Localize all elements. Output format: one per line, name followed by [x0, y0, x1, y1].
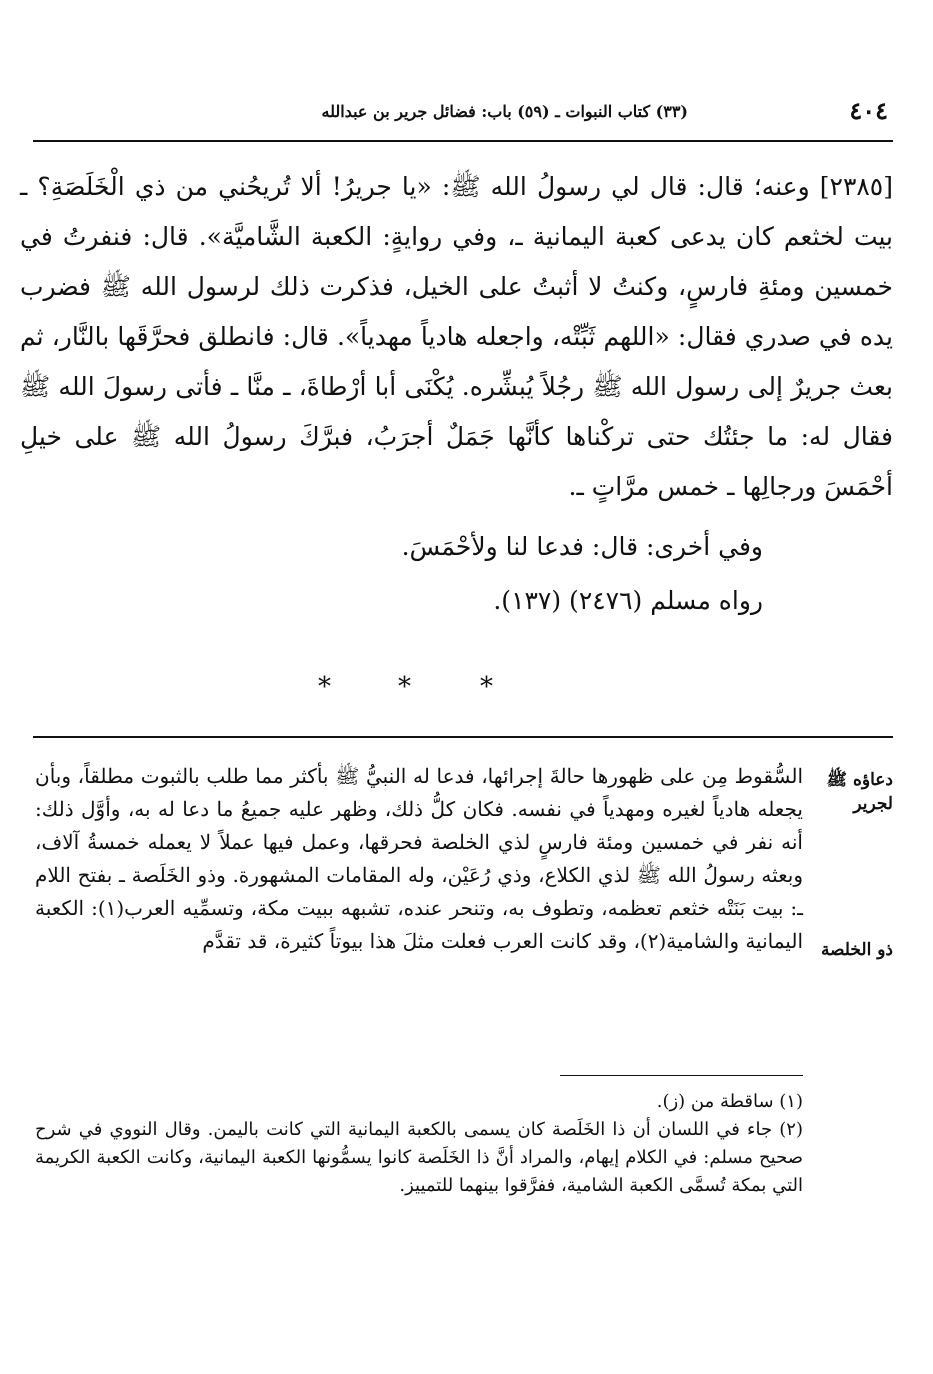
footnote-1: (١) ساقطة من (ز). — [656, 1091, 803, 1112]
separator-star: * — [318, 672, 331, 702]
running-title: (٣٣) كتاب النبوات ـ (٥٩) باب: فضائل جرير بن عبدالله — [321, 102, 688, 121]
commentary-section — [35, 760, 803, 958]
margin-note-dhul-khalasa: ذو الخلصة — [820, 940, 893, 960]
hadith-text: [٢٣٨٥] وعنه؛ قال: قال لي رسولُ الله ﷺ: «يا جريرُ! ألا تُريحُني من ذي الْخَلَصَةِ؟ ـ بيت لخثعم كان يدعى كعبة اليمانية ـ، وفي روايةٍ: الكعبة الشَّاميَّة». قال: فنفرتُ في خمسين ومئةِ فارسٍ، وكنتُ لا أثبتُ على الخيل، فذكرت ذلك لرسول الله ﷺ فضرب يده في صدري فقال: «اللهم ثَبِّتْه، واجعله هادياً مهدياً». قال: فانطلق فحرَّقَها بالنَّار، ثم بعث جريرٌ إلى رسول الله ﷺ رجُلاً يُبشِّره. يُكْنَى أبا أرْطاةَ، ـ منَّا ـ فأتى رسولَ الله ﷺ فقال له: ما جئتُك حتى تركْناها كأنَّها جَمَلٌ أجرَبُ، فبرَّكَ رسولُ الله ﷺ على خيلِ أحْمَسَ ورجالِها ـ خمس مرَّاتٍ ـ. — [20, 172, 893, 501]
header-rule — [33, 140, 893, 142]
section-rule — [33, 736, 893, 738]
footnotes — [35, 1088, 803, 1200]
hadith-source: رواه مسلم (٢٤٧٦) (١٣٧). — [493, 586, 763, 615]
page-number: ٤٠٤ — [849, 96, 888, 125]
margin-note-dua: دعاؤه ﷺ لجرير — [826, 770, 893, 814]
footnote-2: (٢) جاء في اللسان أن ذا الخَلَصة كان يسمى بالكعبة اليمانية التي كانت باليمن. وقال النووي في شرح صحيح مسلم: في الكلام إيهام، والمراد أنَّ ذا الخَلَصة كانوا يسمُّونها الكعبة اليمانية، وكانت الكعبة الكريمة التي بمكة تُسمَّى الكعبة الشامية، ففرَّقوا بينهما للتمييز. — [35, 1119, 803, 1196]
commentary-text: السُّقوط مِن على ظهورها حالةَ إجرائها، فدعا له النبيُّ ﷺ بأكثر مما طلب بالثبوت مطلقاً، وبأن يجعله هادياً لغيره ومهدياً في نفسه. فكان كلُّ ذلك، وظهر عليه جميعُ ما دعا له به، وأوَّل ذلك: أنه نفر في خمسين ومئة فارسٍ لذي الخلصة فحرقها، وعمل فيها عملاً لا يعمله خمسةُ آلاف، وبعثه رسولُ الله ﷺ لذي الكلاع، وذي رُعَيْن، وله المقامات المشهورة. وذو الخَلَصة ـ بفتح اللام ـ: بيت بَنَتْه خثعم تعظمه، وتطوف به، وتنحر عنده، تشبهه ببيت مكة، وتسمِّيه العرب(١): الكعبة اليمانية والشامية(٢)، وقد كانت العرب فعلت مثلَ هذا بيوتاً كثيرة، قد تقدَّم — [35, 764, 803, 953]
separator-star: * — [398, 672, 411, 702]
hadith-section — [20, 162, 893, 626]
section-separator — [0, 672, 933, 712]
page-header — [120, 92, 888, 134]
separator-star: * — [480, 672, 493, 702]
footnote-rule — [560, 1075, 803, 1076]
hadith-variant: وفي أخرى: قال: فدعا لنا ولأحْمَسَ. — [401, 532, 763, 561]
